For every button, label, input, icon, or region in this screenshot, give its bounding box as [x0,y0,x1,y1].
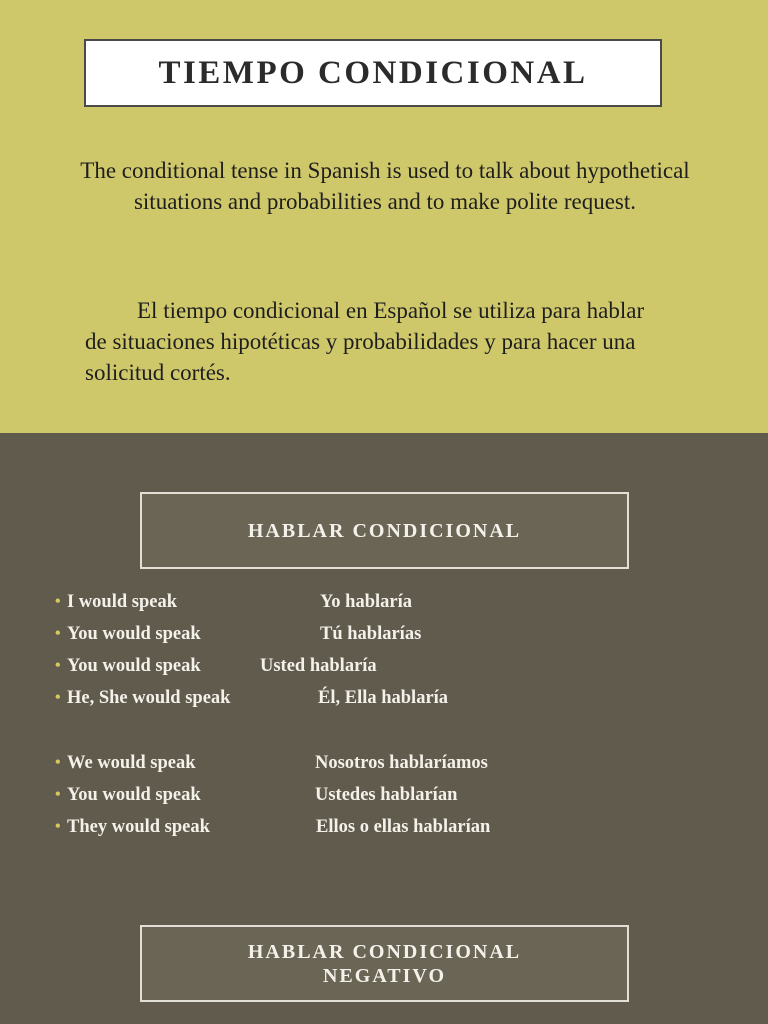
section-title-box [140,492,629,569]
section-title-box-negative [140,925,629,1002]
bullet-dot-icon: • [55,625,61,642]
english-form: You would speak [67,785,201,805]
bullet-dot-icon: • [55,786,61,803]
conjugation-list [55,590,655,847]
spanish-form: Yo hablaría [320,592,413,612]
list-item [55,654,655,686]
spanish-form: Nosotros hablaríamos [315,753,488,773]
english-form: You would speak [67,624,201,644]
section-title-negative [248,940,521,988]
section-title: HABLAR CONDICIONAL [247,519,522,542]
list-item [55,783,655,815]
intro-spanish-paragraph: El tiempo condicional en Español se utiliza para hablar de situaciones hipotéticas y probabilidades y para hacer una solicitud cortés. [85,298,645,385]
spanish-form: Usted hablaría [260,656,377,676]
english-form: We would speak [67,753,196,773]
spanish-form: Tú hablarías [320,624,422,644]
title-box [84,39,662,107]
list-item [55,751,655,783]
english-form: You would speak [67,656,201,676]
section-title-line: HABLAR CONDICIONAL [247,940,522,963]
bullet-dot-icon: • [55,689,61,706]
section-title-line: NEGATIVO [322,964,447,987]
spanish-form: Él, Ella hablaría [318,688,449,708]
spanish-form: Ustedes hablarían [315,785,458,805]
bullet-dot-icon: • [55,593,61,610]
bullet-dot-icon: • [55,818,61,835]
spanish-form: Ellos o ellas hablarían [316,817,491,837]
list-item [55,622,655,654]
intro-english-paragraph: The conditional tense in Spanish is used to talk about hypothetical situations and probabilities and to make polite request. [80,158,690,214]
english-form: I would speak [67,592,178,612]
list-item [55,590,655,622]
list-item [55,686,655,718]
page-title: TIEMPO CONDICIONAL [158,54,588,91]
english-form: They would speak [67,817,210,837]
bullet-dot-icon: • [55,657,61,674]
intro-panel [0,0,768,433]
bullet-dot-icon: • [55,754,61,771]
list-item [55,815,655,847]
english-form: He, She would speak [67,688,231,708]
